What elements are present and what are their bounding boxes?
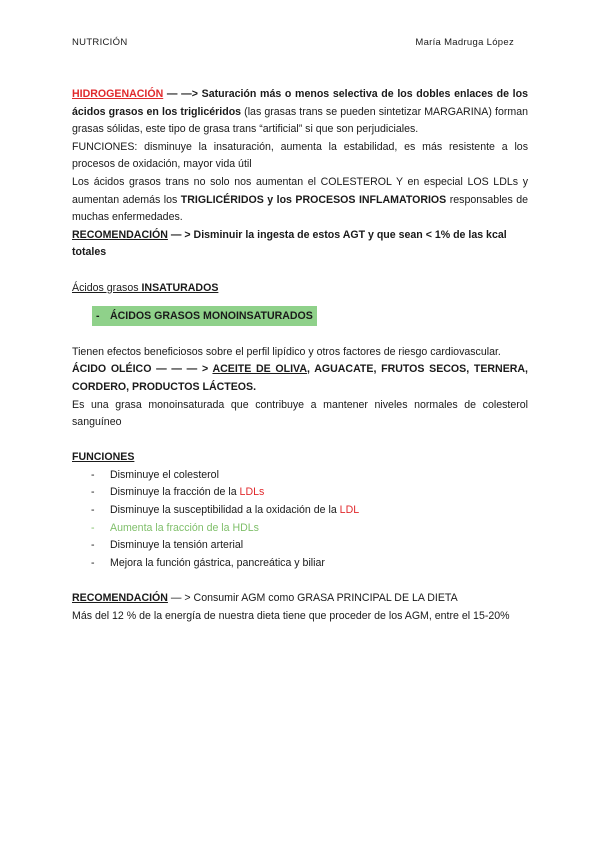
monoinsaturada-description: Es una grasa monoinsaturada que contribuye a mantener niveles normales de colesterol sanguíneo xyxy=(72,398,528,429)
monoinsaturados-highlight-row xyxy=(72,306,528,326)
trans-paragraph xyxy=(72,174,528,227)
trans-highlight: TRIGLICÉRIDOS y los PROCESOS INFLAMATORIOS xyxy=(180,193,447,206)
list-item: - Disminuye el colesterol xyxy=(91,468,219,481)
insaturados-heading-bold: INSATURADOS xyxy=(141,281,219,294)
list-item: - Disminuye la susceptibilidad a la oxidación de la LDL xyxy=(91,504,360,517)
header-subject: NUTRICIÓN xyxy=(72,37,128,48)
document-body xyxy=(72,86,528,625)
funciones-hidrogenacion: FUNCIONES: disminuye la insaturación, aumenta la estabilidad, es más resistente a los procesos de oxidación, mayor vida útil xyxy=(72,140,528,171)
trans-intro: Los ácidos grasos trans no solo nos aumentan el COLESTEROL Y en especial LOS LDLs y aumentan además los xyxy=(72,175,528,206)
recomendacion-2-text: — > Consumir AGM como GRASA PRINCIPAL DE LA DIETA xyxy=(167,592,458,605)
funciones-list xyxy=(72,467,528,573)
list-item: - Aumenta la fracción de la HDLs xyxy=(91,521,259,534)
efectos-paragraph: Tienen efectos beneficiosos sobre el perfil lipídico y otros factores de riesgo cardiovascular. xyxy=(72,345,501,358)
list-item: - Mejora la función gástrica, pancreática y biliar xyxy=(91,556,325,569)
insaturados-heading-plain: Ácidos grasos xyxy=(72,281,142,294)
highlight-text: ÁCIDOS GRASOS MONOINSATURADOS xyxy=(110,310,313,323)
recomendacion-2 xyxy=(72,590,528,608)
insaturados-heading xyxy=(72,280,528,298)
funciones-title: FUNCIONES xyxy=(72,451,135,464)
recomendacion-1-label: RECOMENDACIÓN xyxy=(72,228,168,241)
header-author: María Madruga López xyxy=(415,37,514,48)
hidrogenacion-definition: Saturación más o menos selectiva de los dobles enlaces de los ácidos grasos en los triglicéridos xyxy=(72,88,528,118)
trans-outro: responsables de muchas enfermedades. xyxy=(72,193,529,224)
oleico-paragraph xyxy=(72,361,528,396)
recomendacion-1-text: — > Disminuir la ingesta de estos AGT y que sean < 1% de las kcal totales xyxy=(72,228,507,259)
recomendacion-1 xyxy=(72,227,528,262)
hidrogenacion-detail: (las grasas trans se pueden sintetizar MARGARINA) forman grasas sólidas, este tipo de grasa trans “artificial” si que son perjudiciales. xyxy=(72,105,528,136)
hidrogenacion-title: HIDROGENACIÓN xyxy=(72,88,164,100)
hidrogenacion-paragraph xyxy=(72,86,528,139)
oleico-aceite: ACEITE DE OLIVA xyxy=(212,363,307,376)
highlight-dash: - xyxy=(96,310,100,323)
ldl-term: LDLs xyxy=(239,486,265,499)
agm-detail: Más del 12 % de la energía de nuestra dieta tiene que proceder de los AGM, entre el 15-20% xyxy=(72,609,510,622)
recomendacion-2-label: RECOMENDACIÓN xyxy=(72,592,168,605)
ldl-term: LDL xyxy=(339,504,360,517)
oleico-label: ÁCIDO OLÉICO — — — > xyxy=(72,363,213,376)
list-item: - Disminuye la fracción de la LDLs xyxy=(91,486,265,499)
monoinsaturados-highlight xyxy=(92,306,317,326)
hidrogenacion-arrow: — —> xyxy=(163,88,202,100)
list-item: - Disminuye la tensión arterial xyxy=(91,539,244,552)
oleico-foods: , AGUACATE, FRUTOS SECOS, TERNERA, CORDERO, PRODUCTOS LÁCTEOS. xyxy=(72,363,529,393)
